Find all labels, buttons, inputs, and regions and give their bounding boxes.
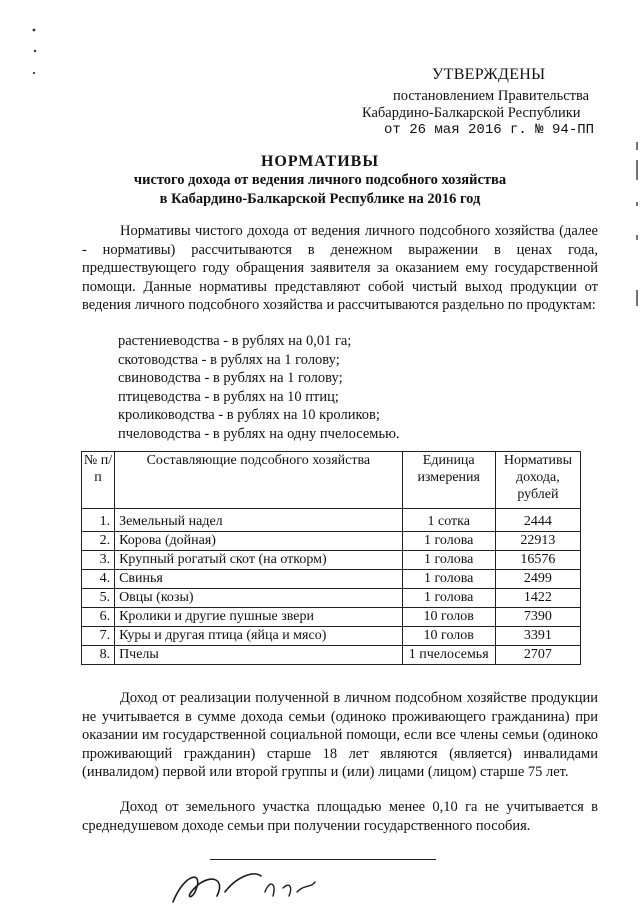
header-unit: Единица измерения [402, 452, 495, 509]
cell-num: 4. [82, 570, 115, 589]
cell-num: 7. [82, 627, 115, 646]
list-item: свиноводства - в рублях на 1 голову; [118, 370, 343, 386]
list-item: растениеводства - в рублях на 0,01 га; [118, 333, 352, 349]
cell-norm: 2499 [495, 570, 580, 589]
cell-component: Крупный рогатый скот (на откорм) [115, 551, 403, 570]
income-exclusion-paragraph: Доход от реализации полученной в личном подсобном хозяйстве продукции не учитывается в сумме дохода семьи (одиноко проживающего гражданина) при оказании им государственной социальной помощи, если все члены семьи (одиноко проживающий гражданин) старше 18 лет являются (является) инвалидами (инвалидом) первой или второй группы и (или) лицами (лицом) старше 75 лет. [82, 690, 598, 780]
cell-unit: 1 сотка [402, 509, 495, 532]
cell-num: 5. [82, 589, 115, 608]
cell-norm: 2444 [495, 509, 580, 532]
cell-unit: 1 голова [402, 570, 495, 589]
list-item: пчеловодства - в рублях на одну пчелосемью. [118, 425, 400, 442]
table-row [82, 627, 581, 646]
cell-unit: 1 голова [402, 532, 495, 551]
list-item: птицеводства - в рублях на 10 птиц; [118, 388, 339, 405]
approval-stamp [0, 0, 640, 150]
norms-table [81, 451, 581, 665]
cell-component: Куры и другая птица (яйца и мясо) [115, 627, 403, 646]
table-header-row [82, 452, 581, 509]
cell-component: Земельный надел [115, 509, 403, 532]
cell-unit: 1 пчелосемья [402, 646, 495, 665]
cell-norm: 7390 [495, 608, 580, 627]
list-item: скотоводства - в рублях на 1 голову; [118, 351, 340, 368]
table-row [82, 551, 581, 570]
cell-norm: 1422 [495, 589, 580, 608]
cell-num: 3. [82, 551, 115, 570]
cell-unit: 10 голов [402, 627, 495, 646]
cell-norm: 3391 [495, 627, 580, 646]
cell-norm: 22913 [495, 532, 580, 551]
table-row [82, 608, 581, 627]
approved-line-3: от 26 мая 2016 г. № 94-ПП [384, 122, 595, 138]
subtitle-line-2: в Кабардино-Балкарской Республике на 2016 год [159, 191, 481, 207]
table-row [82, 646, 581, 665]
approved-line-2: Кабардино-Балкарской Республики [362, 105, 581, 121]
list-item: кролиководства - в рублях на 10 кроликов; [118, 407, 380, 423]
cell-component: Овцы (козы) [115, 589, 403, 608]
product-list [118, 332, 598, 443]
land-income-paragraph: Доход от земельного участка площадью менее 0,10 га не учитывается в среднедушевом доходе семьи при получении государственного пособия. [82, 799, 598, 834]
cell-component: Свинья [115, 570, 403, 589]
approved-line-1: постановлением Правительства [393, 88, 590, 104]
cell-num: 1. [82, 509, 115, 532]
cell-norm: 16576 [495, 551, 580, 570]
cell-unit: 1 голова [402, 589, 495, 608]
document-subtitle [0, 171, 640, 209]
cell-component: Кролики и другие пушные звери [115, 608, 403, 627]
handwritten-signature [165, 862, 365, 905]
table-row [82, 509, 581, 532]
cell-norm: 2707 [495, 646, 580, 665]
cell-component: Корова (дойная) [115, 532, 403, 551]
signature-line [210, 859, 436, 860]
approved-heading: УТВЕРЖДЕНЫ [432, 66, 546, 83]
header-num: № п/п [82, 452, 115, 509]
subtitle-line-1: чистого дохода от ведения личного подсобного хозяйства [133, 172, 507, 188]
table-row [82, 532, 581, 551]
table-row [82, 570, 581, 589]
table-row [82, 589, 581, 608]
header-component: Составляющие подсобного хозяйства [115, 452, 403, 509]
header-norm: Нормативы дохода, рублей [495, 452, 580, 509]
document-title: НОРМАТИВЫ [260, 153, 380, 170]
cell-unit: 1 голова [402, 551, 495, 570]
cell-component: Пчелы [115, 646, 403, 665]
cell-num: 8. [82, 646, 115, 665]
cell-unit: 10 голов [402, 608, 495, 627]
cell-num: 2. [82, 532, 115, 551]
intro-paragraph: Нормативы чистого дохода от ведения личного подсобного хозяйства (далее - нормативы) рассчитываются в денежном выражении в ценах года, предшествующего году обращения заявителя за оказанием ему государственной помощи. Данные нормативы представляют собой чистый выход продукции от ведения личного подсобного хозяйства и рассчитываются раздельно по продуктам: [82, 223, 598, 313]
cell-num: 6. [82, 608, 115, 627]
